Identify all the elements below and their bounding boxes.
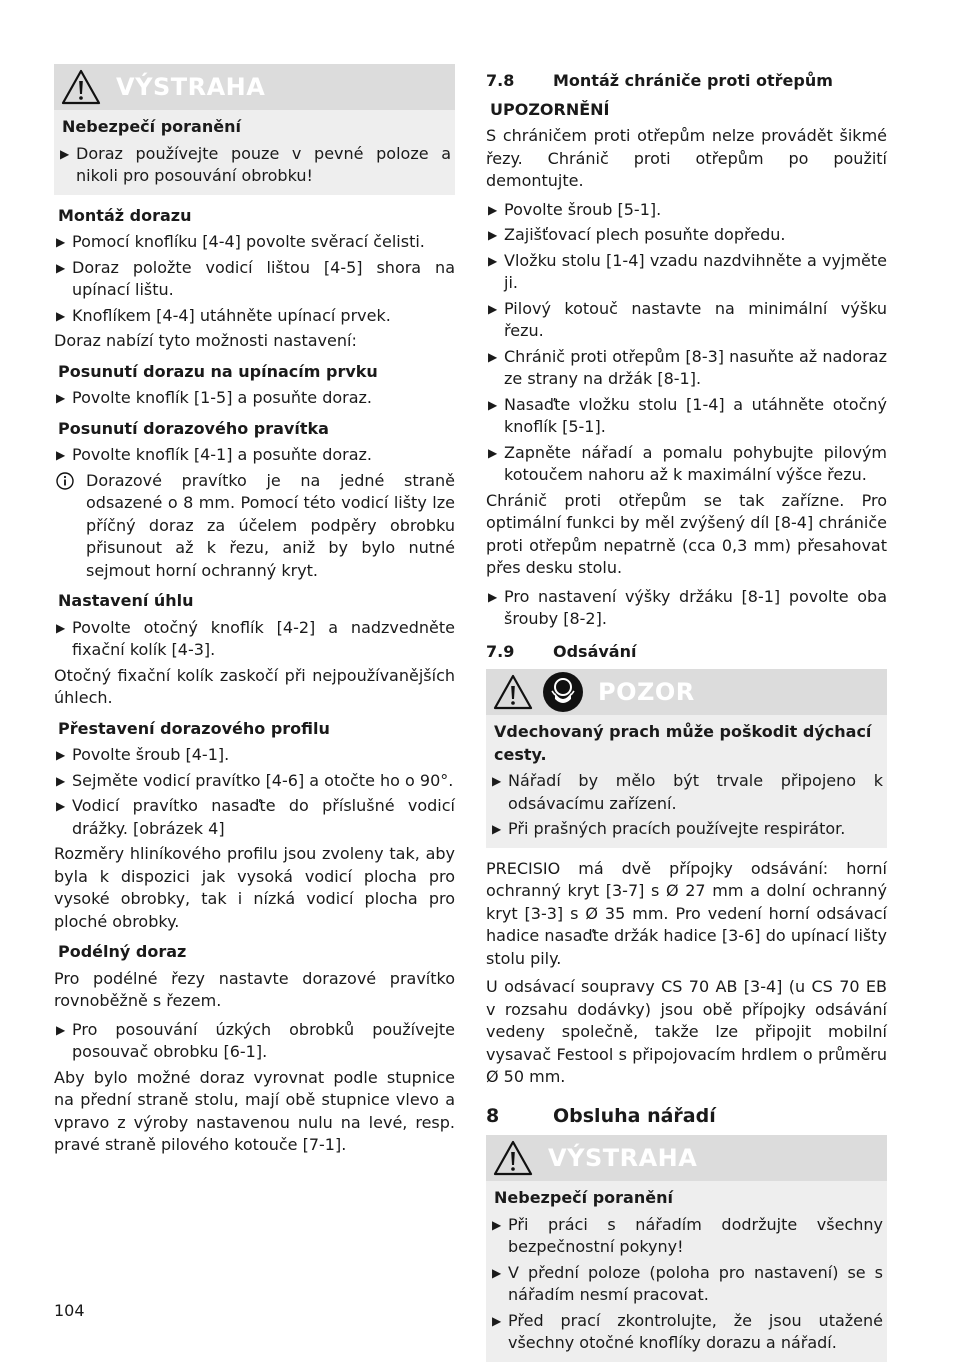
notice-label: UPOZORNĚNÍ [490, 99, 610, 119]
warning-triangle-icon [492, 673, 534, 711]
list-item: ▶ Povolte šroub [5-1]. [486, 199, 887, 222]
page-number: 104 [54, 1301, 85, 1320]
warning-box [54, 64, 455, 195]
warning-triangle-icon [492, 1139, 534, 1177]
section-title: 8 Obsluha nářadí [486, 1104, 716, 1127]
section-heading: Nastavení úhlu [58, 591, 194, 610]
paragraph: Doraz nabízí tyto možnosti nastavení: [54, 331, 357, 350]
list-item: ▶ Chránič proti otřepům [8-3] nasuňte až nadoraz ze strany na držák [8-1]. [488, 346, 887, 388]
paragraph: Chránič proti otřepům se tak zařízne. Pro optimální funkci by měl zvýšený díl [8-4] chrániče proti otřepům nepatrně (cca 0,3 mm) přesahovat přes desku stolu. [486, 490, 887, 577]
list-item: ▶ Nasaďte vložku stolu [1-4] a utáhněte otočný knoflík [5-1]. [488, 394, 887, 436]
bullet-arrow-icon: ▶ [488, 253, 498, 268]
bullet-arrow-icon: ▶ [56, 620, 66, 635]
bullet-arrow-icon: ▶ [488, 589, 498, 604]
warning-title: VÝSTRAHA [116, 72, 266, 101]
list-item: ▶ V přední poloze (poloha pro nastavení) se s nářadím nesmí pracovat. [492, 1262, 883, 1304]
bullet-arrow-icon: ▶ [56, 448, 66, 462]
section-heading: Montáž dorazu [58, 205, 192, 225]
info-note: Dorazové pravítko je na jedné straně odsazené o 8 mm. Pomocí této vodicí lišty lze příčný doraz za účelem podpěry obrobku přisunout až k řezu, aniž by bylo nutné sejmout horní ochranný kryt. [54, 470, 455, 583]
list-item: ▶ Doraz položte vodicí lištou [4-5] shora na upínací lištu. [56, 257, 455, 299]
bullet-arrow-icon: ▶ [488, 228, 498, 242]
section-heading: Přestavení dorazového profilu [58, 718, 330, 738]
section-heading: Posunutí dorazu na upínacím prvku [58, 361, 378, 381]
respirator-icon [542, 671, 584, 713]
section-title: 7.8 Montáž chrániče proti otřepům [486, 71, 833, 90]
list-item: ▶ Povolte knoflík [1-5] a posuňte doraz. [54, 387, 455, 410]
bullet-arrow-icon: ▶ [56, 235, 66, 249]
list-item: ▶ Zapněte nářadí a pomalu pohybujte pilovým kotoučem nahoru až k maximální výšce řezu. [488, 442, 887, 484]
paragraph: S chráničem proti otřepům nelze provádět šikmé řezy. Chránič proti otřepům po použití demontujte. [486, 126, 887, 190]
bullet-arrow-icon: ▶ [56, 773, 66, 788]
warning-subtitle: Nebezpečí poranění [494, 1188, 673, 1207]
bullet-arrow-icon: ▶ [56, 1022, 66, 1037]
list-item: ▶ Povolte knoflík [4-1] a posuňte doraz. [54, 444, 455, 467]
caution-box [486, 669, 887, 848]
bullet-arrow-icon: ▶ [56, 748, 66, 762]
list-item: ▶ Pilový kotouč nastavte na minimální výšku řezu. [488, 298, 887, 340]
bullet-arrow-icon: ▶ [488, 397, 498, 412]
bullet-arrow-icon: ▶ [492, 774, 502, 788]
list-item: ▶ Pro nastavení výšky držáku [8-1] povolte oba šrouby [8-2]. [488, 586, 887, 628]
section-title: 7.9 Odsávání [486, 641, 637, 661]
bullet-arrow-icon: ▶ [56, 308, 66, 323]
list-item: ▶ Zajišťovací plech posuňte dopředu. [486, 224, 887, 247]
list-item: ▶ Povolte otočný knoflík [4-2] a nadzvedněte fixační kolík [4-3]. [56, 617, 455, 659]
list-item: ▶ Doraz používejte pouze v pevné poloze a nikoli pro posouvání obrobku! [60, 143, 451, 185]
info-icon [56, 472, 74, 490]
bullet-arrow-icon: ▶ [56, 799, 66, 813]
list-item: ▶ Vodicí pravítko nasaďte do příslušné vodicí drážky. [obrázek 4] [56, 796, 455, 838]
list-item: ▶ Před prací zkontrolujte, že jsou utažené všechny otočné knoflíky dorazu a nářadí. [492, 1310, 883, 1352]
warning-triangle-icon [60, 68, 102, 106]
warning-title: VÝSTRAHA [548, 1143, 698, 1172]
list-item: ▶ Povolte šroub [4-1]. [54, 744, 455, 767]
bullet-arrow-icon: ▶ [492, 1313, 502, 1328]
bullet-arrow-icon: ▶ [488, 445, 498, 460]
caution-header [486, 669, 887, 715]
caution-title: POZOR [598, 677, 695, 706]
list-item: ▶ Při prašných pracích používejte respirátor. [490, 818, 883, 841]
bullet-arrow-icon: ▶ [60, 146, 70, 161]
list-item: ▶ Při práci s nářadím dodržujte všechny bezpečnostní pokyny! [492, 1214, 883, 1256]
section-heading: Posunutí dorazového pravítka [58, 418, 329, 438]
section-heading: Podélný doraz [58, 942, 187, 961]
bullet-arrow-icon: ▶ [488, 202, 498, 217]
bullet-arrow-icon: ▶ [56, 260, 66, 275]
warning-subtitle: Nebezpečí poranění [62, 117, 241, 136]
left-column [54, 64, 455, 1163]
warning-header [486, 1135, 887, 1181]
paragraph: PRECISIO má dvě přípojky odsávání: horní ochranný kryt [3-7] s Ø 27 mm a dolní ochranný kryt [3-3] s Ø 35 mm. Pro vedení horní odsávací hadice nasaďte držák hadice [3-6] do upínací lišty stolu pily. [486, 858, 887, 968]
list-item: ▶ Pro posouvání úzkých obrobků používejte posouvač obrobku [6-1]. [56, 1019, 455, 1061]
list-item: ▶ Nářadí by mělo být trvale připojeno k odsávacímu zařízení. [492, 771, 883, 813]
bullet-arrow-icon: ▶ [488, 349, 498, 364]
right-column [486, 64, 887, 1372]
bullet-arrow-icon: ▶ [492, 1265, 502, 1280]
list-item: ▶ Pomocí knoflíku [4-4] povolte svěrací čelisti. [54, 231, 455, 254]
list-item: ▶ Knoflíkem [4-4] utáhněte upínací prvek. [54, 305, 455, 328]
list-item: ▶ Vložku stolu [1-4] vzadu nazdvihněte a vyjměte ji. [488, 250, 887, 292]
list-item: ▶ Sejměte vodicí pravítko [4-6] a otočte ho o 90°. [54, 770, 455, 793]
bullet-arrow-icon: ▶ [492, 822, 502, 836]
paragraph: Pro podélné řezy nastavte dorazové pravítko rovnoběžně s řezem. [54, 968, 455, 1010]
warning-header [54, 64, 455, 110]
paragraph: Aby bylo možné doraz vyrovnat podle stupnice na přední straně stolu, mají obě stupnice vlevo a vpravo z výroby nastavenou nulu na levé, resp. pravé straně pilového kotouče [7-1]. [54, 1067, 455, 1154]
paragraph: Otočný fixační kolík zaskočí při nejpoužívanějších úhlech. [54, 665, 455, 707]
bullet-arrow-icon: ▶ [492, 1217, 502, 1232]
paragraph: Rozměry hliníkového profilu jsou zvoleny tak, aby byla k dispozici jak vysoká vodicí plocha pro vysoké obrobky, tak i nízká vodicí plocha pro ploché obrobky. [54, 844, 455, 931]
bullet-arrow-icon: ▶ [488, 301, 498, 316]
paragraph: U odsávací soupravy CS 70 AB [3-4] (u CS 70 EB v rozsahu dodávky) jsou obě přípojky odsávání vedeny společně, takže lze připojit mobilní vysavač Festool s připojovacím hrdlem o průměru Ø 50 mm. [486, 977, 887, 1086]
caution-subtitle: Vdechovaný prach může poškodit dýchací cesty. [494, 722, 872, 764]
bullet-arrow-icon: ▶ [56, 391, 66, 405]
warning-box [486, 1135, 887, 1362]
